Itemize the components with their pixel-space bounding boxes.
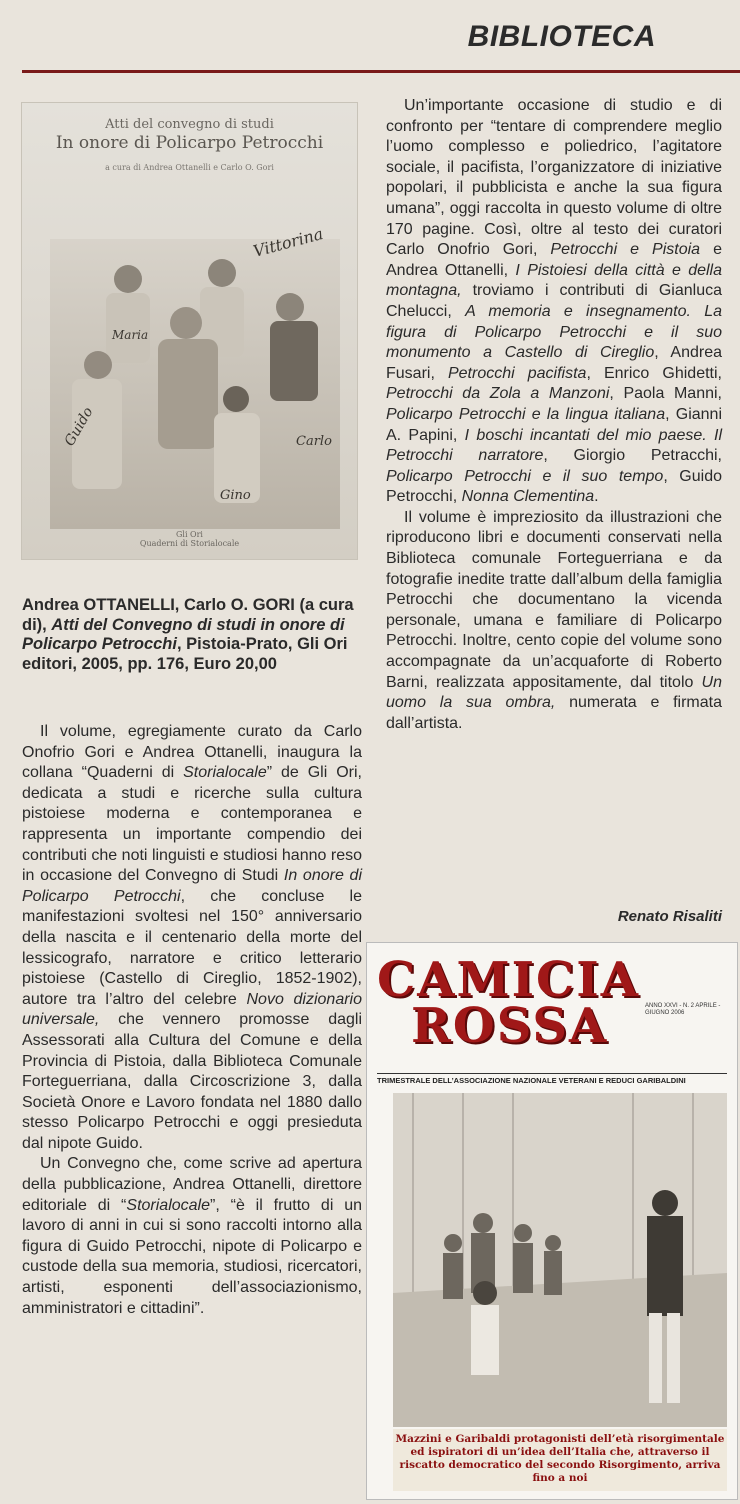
left-paragraph-1: Il volume, egregiamente curato da Carlo Onofrio Gori e Andrea Ottanelli, inaugura la collana “Quaderni di Storialocale” de Gli Ori, dedicata a studi e ricerche sulla cultura pistoiese moderna e contemporanea e rappresenta un importante compendio dei contributi che noti linguisti e studiosi hanno reso in occasione del Convegno di Studi In onore di Policarpo Petrocchi, che concluse le manifestazioni svoltesi nel 150° anniversario della nascita e il centenario della morte del lessicografo, narratore e critico letterario pistoiese (Castello di Cireglio, 1852-1902), autore tra l’altro del celebre Novo dizionario universale, che vennero promosse dagli Assessorati alla Cultura del Comune e della Provincia di Pistoia, dalla Biblioteca Comunale Forteguerriana, dalla Circoscrizione 3, dalla Società Onore e Lavoro fondata nel 1880 dallo stesso Policarpo Petrocchi e oggi presieduta dal nipote Guido. <box>22 723 363 1152</box>
handwriting-maria: Maria <box>112 328 149 342</box>
publisher-logo: Gli Ori <box>176 530 203 540</box>
engraving-illustration <box>393 1093 727 1427</box>
family-photo <box>50 199 340 529</box>
handwriting-gino: Gino <box>220 488 251 503</box>
biblio-authors: Andrea OTTANELLI, Carlo O. GORI (a cura di), <box>22 596 354 634</box>
right-paragraph-2: Il volume è impreziosito da illustrazioni che riproducono libri e documenti conservati nella Biblioteca comunale Forteguerriana e da fotografie inedite tratte dall’album della famiglia Petrocchi che documentano la vicenda personale, umana e familiare di Policarpo Petrocchi. Inoltre, cento copie del volume sono accompagnate da un’acquaforte di Roberto Barni, realizzata appositamente, dal titolo Un uomo la sua ombra, numerata e firmata dall’artista. <box>386 508 723 732</box>
right-paragraph-1: Un’importante occasione di studio e di confronto per “tentare di comprendere meglio l’uomo complesso e poliedrico, l’agitatore sociale, il pacifista, l’organizzatore di iniziative popolari, il pubblicista e anche la sua figura umana”, oggi raccolta in questo volume di oltre 170 pagine. Così, oltre al testo dei curatori Carlo Onofrio Gori, Petrocchi e Pistoia e Andrea Ottanelli, I Pistoiesi della città e della montagna, troviamo i contributi di Gianluca Chelucci, A memoria e insegnamento. La figura di Policarpo Petrocchi e il suo monumento a Castello di Cireglio, Andrea Fusari, Petrocchi pacifista, Enrico Ghidetti, Petrocchi da Zola a Manzoni, Paola Manni, Policarpo Petrocchi e la lingua italiana, Gianni A. Papini, I boschi incantati del mio paese. Il Petrocchi narratore, Giorgio Petracchi, Policarpo Petrocchi e il suo tempo, Guido Petrocchi, Nonna Clementina. <box>386 97 723 506</box>
left-paragraph-2: Un Convegno che, come scrive ad apertura della pubblicazione, Andrea Ottanelli, direttore editoriale di “Storialocale”, “è il frutto di un lavoro di anni in cui si sono raccolti intorno alla figura di Guido Petrocchi, nipote di Policarpo e custode della sua memoria, studiosi, ricercatori, artisti, esponenti dell’associazionismo, amministratori e cittadini”. <box>22 1155 362 1317</box>
header-rule <box>22 70 740 73</box>
cover-editors: a cura di Andrea Ottanelli e Carlo O. Gori <box>105 163 274 172</box>
bibliographic-entry <box>22 596 360 674</box>
magazine-masthead <box>377 952 667 1054</box>
biblio-details: , Pistoia-Prato, Gli Ori editori, 2005, pp. 176, Euro 20,00 <box>22 635 348 673</box>
biblio-title: Atti del Convegno di studi in onore di Policarpo Petrocchi <box>22 615 345 653</box>
right-column <box>386 96 722 734</box>
magazine-issue: ANNO XXVI - N. 2 APRILE - GIUGNO 2006 <box>645 1003 721 1016</box>
cover-title: In onore di Policarpo Petrocchi <box>55 133 324 153</box>
section-title: BIBLIOTECA <box>467 20 656 53</box>
magazine-cover-image <box>366 942 738 1500</box>
book-cover-image <box>22 103 357 559</box>
handwriting-carlo: Carlo <box>296 434 332 449</box>
magazine-subtitle: TRIMESTRALE DELL’ASSOCIAZIONE NAZIONALE VETERANI E REDUCI GARIBALDINI <box>377 1073 727 1085</box>
handwriting-vittorina: Vittorina <box>251 224 326 261</box>
left-column <box>22 722 362 1319</box>
series-name: Quaderni di Storialocale <box>139 539 240 549</box>
magazine-caption: Mazzini e Garibaldi protagonisti dell’età risorgimentale ed ispiratori di un’idea dell’Italia che, attraverso il riscatto democratico del secondo Risorgimento, arriva fino a noi <box>393 1429 727 1491</box>
masthead-line2: ROSSA <box>411 998 609 1054</box>
masthead-line1: CAMICIA <box>377 952 640 1008</box>
magazine-spine-text <box>369 1093 379 1493</box>
cover-line1: Atti del convegno di studi <box>105 117 274 132</box>
cover-publisher <box>22 531 357 549</box>
handwriting-guido: Guido <box>61 404 97 449</box>
article-author: Renato Risaliti <box>617 908 722 925</box>
